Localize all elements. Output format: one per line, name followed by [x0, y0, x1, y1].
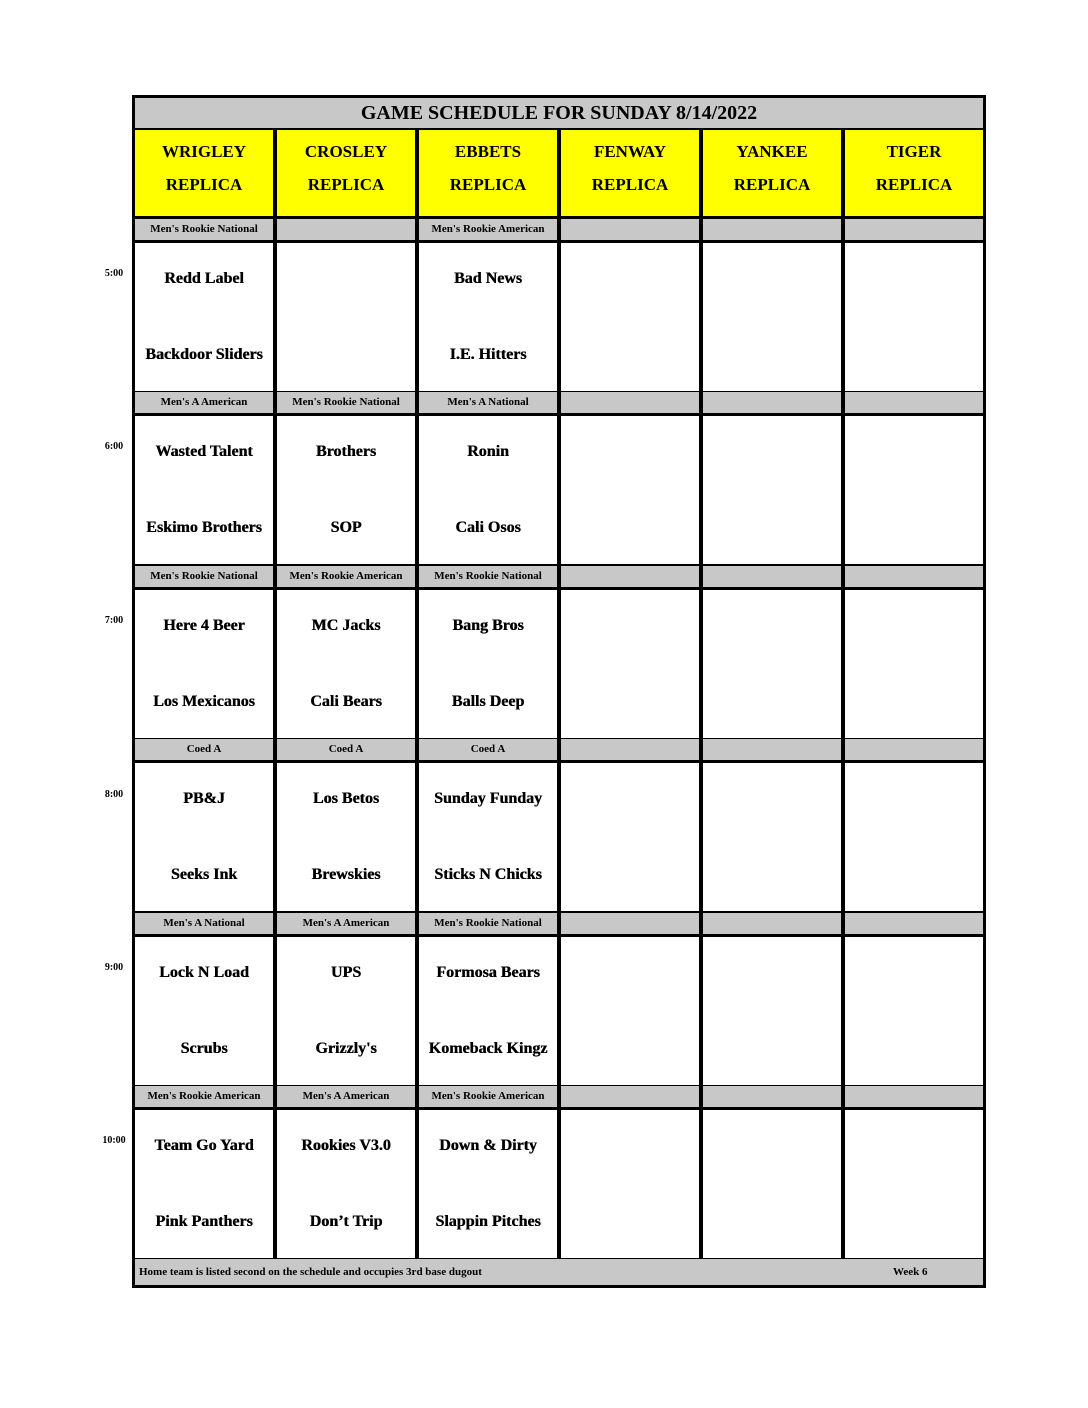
division-label: Men's Rookie American	[277, 566, 415, 587]
schedule-footer	[135, 1259, 983, 1285]
field-subtitle: REPLICA	[591, 175, 669, 194]
division-label	[561, 913, 699, 934]
week-label: Week 6	[893, 1266, 928, 1278]
time-label: 9:00	[104, 962, 124, 973]
division-label: Coed A	[419, 739, 557, 760]
home-team: Cali Bears	[310, 693, 382, 710]
division-label: Men's Rookie National	[135, 566, 273, 587]
division-label	[561, 392, 699, 413]
game-cell	[845, 416, 983, 564]
field-subtitle: REPLICA	[449, 175, 527, 194]
field-header-fenway	[561, 130, 699, 216]
field-header-tiger	[845, 130, 983, 216]
schedule-title: GAME SCHEDULE FOR SUNDAY 8/14/2022	[135, 98, 983, 128]
game-cell	[135, 416, 273, 564]
field-name: YANKEE	[736, 142, 808, 161]
home-team: Eskimo Brothers	[146, 519, 262, 536]
division-label	[845, 219, 983, 240]
away-team: Here 4 Beer	[163, 617, 245, 634]
game-cell	[561, 1110, 699, 1258]
home-team: Sticks N Chicks	[434, 866, 542, 883]
field-header-ebbets	[419, 130, 557, 216]
away-team: Sunday Funday	[433, 790, 543, 807]
division-label	[703, 913, 841, 934]
division-label	[703, 739, 841, 760]
division-label: Men's Rookie American	[419, 1086, 557, 1107]
division-label	[703, 1086, 841, 1107]
game-cell	[419, 937, 557, 1085]
game-cell	[419, 1110, 557, 1258]
game-cell	[135, 590, 273, 738]
home-team: Scrubs	[180, 1040, 228, 1057]
time-label: 10:00	[102, 1135, 126, 1146]
division-label: Men's A National	[135, 913, 273, 934]
footer-note: Home team is listed second on the schedule and occupies 3rd base dugout	[139, 1266, 482, 1278]
field-name: WRIGLEY	[161, 142, 247, 161]
game-cell	[419, 763, 557, 911]
game-cell	[277, 1110, 415, 1258]
game-cell	[561, 416, 699, 564]
field-subtitle: REPLICA	[875, 175, 953, 194]
game-cell	[277, 243, 415, 391]
game-cell	[845, 590, 983, 738]
division-label: Coed A	[277, 739, 415, 760]
game-cell	[277, 590, 415, 738]
game-cell	[703, 590, 841, 738]
home-team: Grizzly's	[315, 1040, 377, 1057]
field-header-crosley	[277, 130, 415, 216]
game-cell	[277, 416, 415, 564]
field-subtitle: REPLICA	[165, 175, 243, 194]
away-team: Los Betos	[312, 790, 380, 807]
away-team: Formosa Bears	[436, 964, 540, 981]
division-label	[845, 1086, 983, 1107]
game-cell	[419, 416, 557, 564]
field-name: EBBETS	[454, 142, 522, 161]
game-cell	[135, 243, 273, 391]
home-team: I.E. Hitters	[449, 346, 527, 363]
home-team: Seeks Ink	[170, 866, 238, 883]
game-cell	[845, 763, 983, 911]
division-label	[561, 1086, 699, 1107]
division-label	[703, 392, 841, 413]
field-name: TIGER	[886, 142, 942, 161]
time-label: 5:00	[104, 268, 124, 279]
division-label: Men's Rookie National	[419, 913, 557, 934]
away-team: Bad News	[453, 270, 522, 287]
home-team: Los Mexicanos	[153, 693, 255, 710]
field-name: CROSLEY	[304, 142, 388, 161]
division-label	[703, 219, 841, 240]
division-label	[703, 566, 841, 587]
home-team: Brewskies	[311, 866, 381, 883]
division-label: Men's A National	[419, 392, 557, 413]
away-team: MC Jacks	[311, 617, 381, 634]
game-cell	[845, 243, 983, 391]
game-cell	[419, 590, 557, 738]
game-cell	[845, 937, 983, 1085]
game-cell	[135, 763, 273, 911]
game-cell	[561, 937, 699, 1085]
division-label: Men's A American	[277, 1086, 415, 1107]
away-team: Team Go Yard	[154, 1137, 254, 1154]
division-label: Men's Rookie National	[277, 392, 415, 413]
away-team: Lock N Load	[159, 964, 249, 981]
home-team: Pink Panthers	[155, 1213, 253, 1230]
field-name: FENWAY	[593, 142, 667, 161]
away-team: Redd Label	[164, 270, 244, 287]
division-label	[845, 566, 983, 587]
game-cell	[561, 590, 699, 738]
away-team: Rookies V3.0	[301, 1137, 391, 1154]
home-team: Slappin Pitches	[435, 1213, 541, 1230]
game-cell	[561, 243, 699, 391]
home-team: SOP	[330, 519, 362, 536]
division-label	[561, 739, 699, 760]
division-label	[845, 392, 983, 413]
division-label	[277, 219, 415, 240]
game-cell	[561, 763, 699, 911]
field-subtitle: REPLICA	[307, 175, 385, 194]
division-label	[561, 566, 699, 587]
division-label: Men's Rookie American	[135, 1086, 273, 1107]
division-label: Men's Rookie National	[135, 219, 273, 240]
game-cell	[703, 416, 841, 564]
away-team: Brothers	[315, 443, 377, 460]
division-label	[845, 739, 983, 760]
division-label: Men's A American	[277, 913, 415, 934]
away-team: PB&J	[183, 790, 225, 807]
time-label: 6:00	[104, 441, 124, 452]
game-cell	[135, 937, 273, 1085]
division-label: Men's Rookie American	[419, 219, 557, 240]
division-label	[845, 913, 983, 934]
game-cell	[135, 1110, 273, 1258]
game-cell	[419, 243, 557, 391]
home-team: Backdoor Sliders	[145, 346, 263, 363]
game-cell	[703, 937, 841, 1085]
field-header-yankee	[703, 130, 841, 216]
game-cell	[703, 763, 841, 911]
game-cell	[845, 1110, 983, 1258]
home-team: Komeback Kingz	[428, 1040, 548, 1057]
away-team: Bang Bros	[452, 617, 524, 634]
home-team: Cali Osos	[455, 519, 521, 536]
division-label: Men's A American	[135, 392, 273, 413]
field-subtitle: REPLICA	[733, 175, 811, 194]
time-label: 7:00	[104, 615, 124, 626]
division-label: Coed A	[135, 739, 273, 760]
home-team: Don’t Trip	[309, 1213, 383, 1230]
division-label	[561, 219, 699, 240]
away-team: UPS	[330, 964, 362, 981]
time-label: 8:00	[104, 789, 124, 800]
game-cell	[703, 243, 841, 391]
away-team: Ronin	[467, 443, 509, 460]
game-cell	[277, 763, 415, 911]
away-team: Wasted Talent	[155, 443, 253, 460]
game-cell	[703, 1110, 841, 1258]
home-team: Balls Deep	[451, 693, 525, 710]
away-team: Down & Dirty	[439, 1137, 537, 1154]
field-header-wrigley	[135, 130, 273, 216]
schedule-table	[132, 95, 986, 1288]
game-cell	[277, 937, 415, 1085]
division-label: Men's Rookie National	[419, 566, 557, 587]
